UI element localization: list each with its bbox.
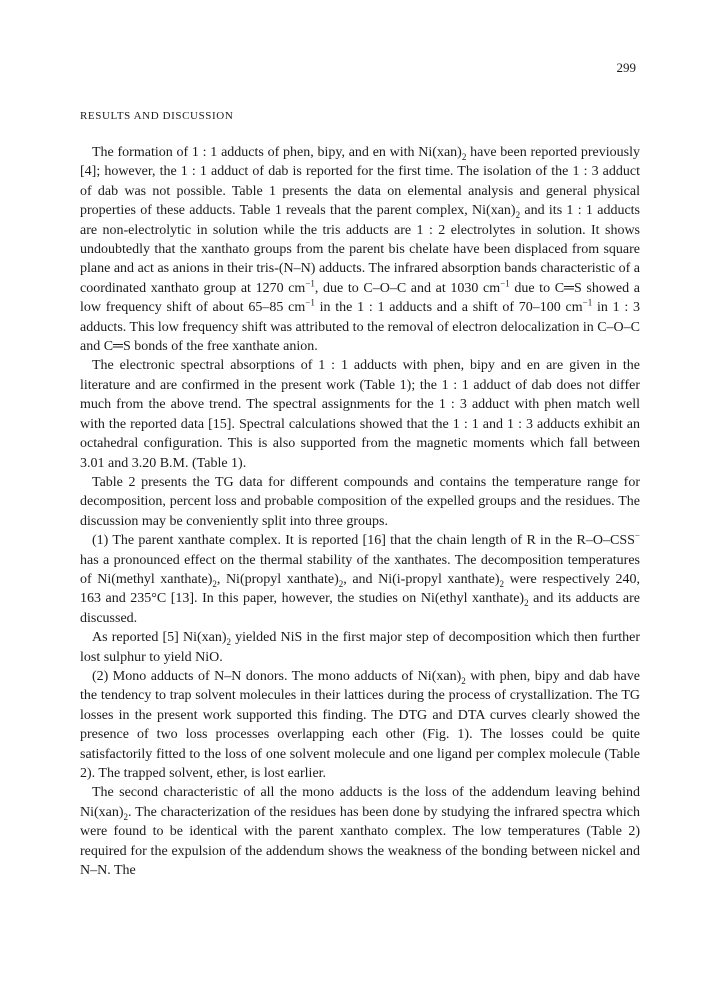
paragraph-1: The formation of 1 : 1 adducts of phen, bipy, and en with $Ni(xan)_2$ have been reported previously [4]; however, the 1 : 1 adduct of dab is reported for the first time. The isolation of the 1 : 3 adduct of dab was not possible. Table 1 presents the data on elemental analysis and general physical properties of these adducts. Table 1 reveals that the parent complex, $Ni(xan)_2$ and its 1 : 1 adducts are non-electrolytic in solution while the tris adducts are 1 : 2 electrolytes in solution. It shows undoubtedly that the xanthato groups from the parent bis chelate have been displaced from square plane and act as anions in their tris-(N–N) adducts. The infrared absorption bands characteristic of a coordinated xanthato group at 1270 $cm^{-1}$, due to C–O–C and at 1030 $cm^{-1}$ due to C═S showed a low frequency shift of about 65–85 $cm^{-1}$ in the 1 : 1 adducts and a shift of 70–100 $cm^{-1}$ in 1 : 3 adducts. This low frequency shift was attributed to the removal of electron delocalization in C–O–C and C═S bonds of the free xanthate anion. — [80, 145, 641, 355]
paragraph-2: The electronic spectral absorptions of 1 : 1 adducts with phen, bipy and en are given in the literature and are confirmed in the present work (Table 1); the 1 : 1 adduct of dab does not differ much from the above trend. The spectral assignments for the 1 : 3 adduct with phen match well with the reported data [15]. Spectral calculations showed that the 1 : 1 and 1 : 3 adducts exhibit an octahedral configuration. This is also supported from the magnetic moments which fall between 3.01 and 3.20 B.M. (Table 1). — [80, 358, 640, 471]
superscript: −1 — [305, 278, 315, 289]
subscript: 2 — [338, 578, 344, 589]
superscript: −1 — [500, 278, 510, 289]
subscript: 2 — [212, 578, 217, 589]
page-number: 299 — [616, 60, 636, 75]
subscript: 2 — [499, 578, 505, 589]
paragraph-5: As reported [5] $Ni(xan)_2$ yielded NiS in the first major step of decomposition which then further lost sulphur to yield NiO. — [80, 630, 640, 665]
superscript: −1 — [305, 297, 315, 308]
subscript: 2 — [461, 151, 467, 162]
paragraph-3: Table 2 presents the TG data for different compounds and contains the temperature range for decomposition, percent loss and probable composition of the expelled groups and the residues. The discussion may be conveniently split into three groups. — [80, 474, 640, 529]
subscript: 2 — [123, 811, 129, 822]
subscript: 2 — [226, 636, 231, 647]
paragraph-6: (2) Mono adducts of N–N donors. The mono adducts of $Ni(xan)_2$ with phen, bipy and dab have the tendency to trap solvent molecules in their lattices during the process of crystallization. The TG losses in the present work supported this finding. The DTG and DTA curves clearly showed the presence of two loss processes overlapping each other (Fig. 1). The losses could be quite satisfactorily fitted to the loss of one solvent molecule and one ligand per complex molecule (Table 2). The trapped solvent, ether, is lost earlier. — [80, 668, 640, 781]
superscript: − — [634, 530, 640, 541]
body-text — [80, 143, 640, 880]
subscript: 2 — [515, 210, 521, 221]
paragraph-7: The second characteristic of all the mono adducts is the loss of the addendum leaving behind $Ni(xan)_2$. The characterization of the residues has been done by studying the infrared spectra which were found to be identical with the parent xanthato complex. The low temperatures (Table 2) required for the expulsion of the addendum shows the weakness of the bonding between nickel and N–N. The — [80, 785, 640, 879]
superscript: −1 — [582, 297, 593, 308]
paragraph-4: (1) The parent xanthate complex. It is reported [16] that the chain length of R in the R–O–CSS− has a pronounced effect on the thermal stability of the xanthates. The decomposition temperatures of Ni(methyl $xanthate)_2$, Ni(propyl $xanthate)_2$, and Ni(i-propyl $xanthate)_2$ were respectively 240, 163 and 235°C [13]. In this paper, however, the studies on Ni(ethyl $xanthate)_2$ and its adducts are discussed. — [80, 530, 641, 626]
section-heading: RESULTS AND DISCUSSION — [80, 110, 234, 122]
subscript: 2 — [524, 598, 529, 609]
subscript: 2 — [461, 675, 466, 686]
